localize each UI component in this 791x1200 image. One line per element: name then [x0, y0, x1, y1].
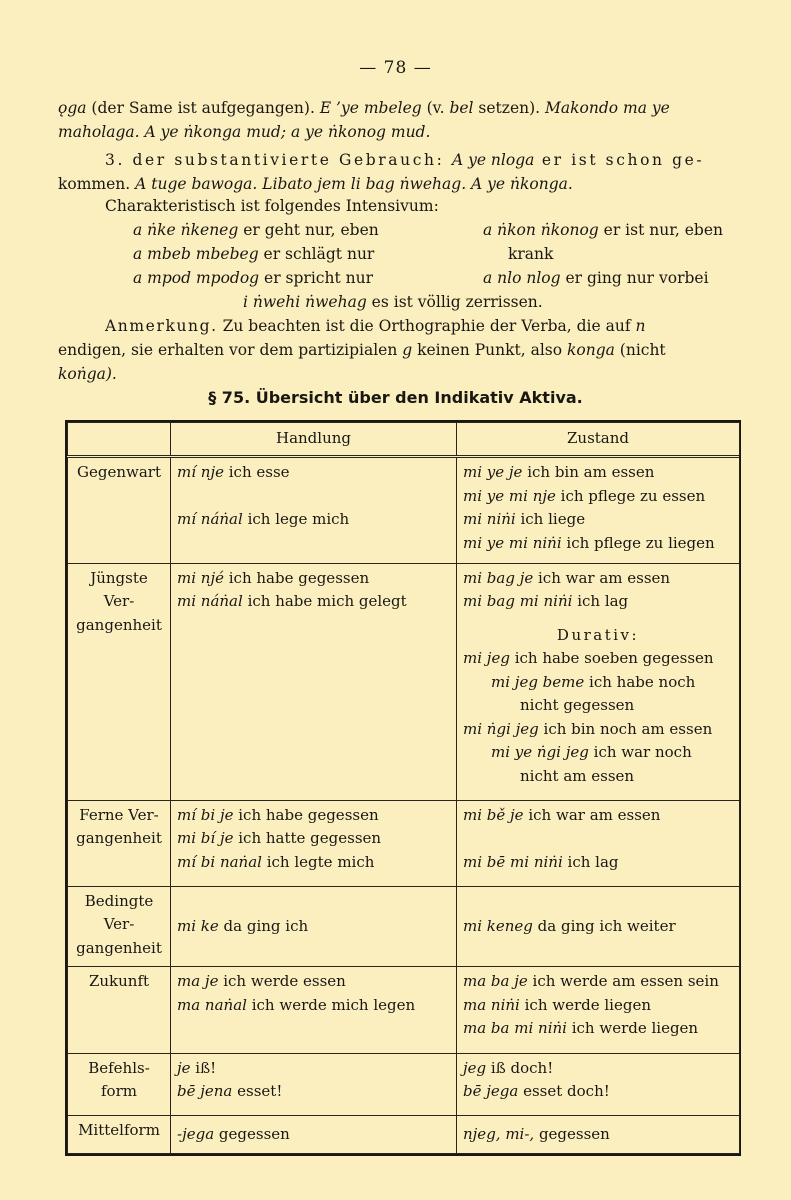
text-line: maholaga. A ye ṅkonga mud; a ye ṅkonog mud. [58, 123, 431, 141]
intensivum-row: i ṅwehi ṅwehag es ist völlig zerrissen. [243, 293, 543, 311]
intensivum-row: a mpod mpodog er spricht nur a nlo nlog er ging nur vorbei [133, 269, 709, 287]
durativ-heading: Durativ: [556, 625, 640, 644]
row-label: Befehls- form [68, 1053, 171, 1115]
row-label: Ferne Ver- gangenheit [68, 800, 171, 886]
zustand-cell: mi bě je ich war am essen mi bē mi niṅi ich lag [457, 800, 740, 886]
section-heading: § 75. Übersicht über den Indikativ Aktiva. [208, 388, 583, 407]
conjugation-table [65, 420, 741, 1156]
row-label: Jüngste Ver- gangenheit [68, 563, 171, 800]
zustand-cell: ma ba je ich werde am essen sein ma niṅi ich werde liegen ma ba mi niṅi ich werde liegen [457, 967, 740, 1053]
table-row-juengste-vergangenheit [68, 563, 740, 800]
handlung-cell: je iß! bē jena esset! [171, 1053, 457, 1115]
header-empty [68, 423, 171, 457]
page-number: — 78 — [359, 58, 432, 78]
row-label: Zukunft [68, 967, 171, 1053]
handlung-cell: mí bi je ich habe gegessen mi bí je ich hatte gegessen mí bi naṅal ich legte mich [171, 800, 457, 886]
paragraph-continuation [58, 96, 748, 144]
zustand-cell: jeg iß doch! bē jega esset doch! [457, 1053, 740, 1115]
zustand-cell: mi ye je ich bin am essen mi ye mi nje ich pflege zu essen mi niṅi ich liege mi ye mi niṅi ich pflege zu liegen [457, 457, 740, 563]
handlung-cell: ma je ich werde essen ma naṅal ich werde mich legen [171, 967, 457, 1053]
text-line: koṅga). [58, 365, 117, 383]
table-row-bedingte-vergangenheit [68, 886, 740, 966]
text-line: 3. der substantivierte Gebrauch: A ye nloga er ist schon ge- [105, 151, 705, 169]
paragraph-anmerkung [58, 314, 745, 386]
table-header-row [68, 423, 740, 457]
zustand-cell: njeg, mi-, gegessen [457, 1115, 740, 1153]
handlung-cell: mi ke da ging ich [171, 886, 457, 966]
table-row-zukunft [68, 967, 740, 1053]
text-line: Anmerkung. Zu beachten ist die Orthographie der Verba, die auf n [105, 317, 646, 335]
text-line: ǫga (der Same ist aufgegangen). E ’ye mbeleg (v. bel setzen). Makondo ma ye [58, 99, 670, 117]
paragraph-substantiviert [58, 148, 748, 196]
row-label: Gegenwart [68, 457, 171, 563]
text-line: Charakteristisch ist folgendes Intensivum: [105, 197, 439, 215]
zustand-cell: mi keneg da ging ich weiter [457, 886, 740, 966]
table-row-befehlsform [68, 1053, 740, 1115]
text-line: endigen, sie erhalten vor dem partizipialen g keinen Punkt, also konga (nicht [58, 341, 666, 359]
intensivum-row: a mbeb mbebeg er schlägt nur krank [133, 245, 554, 263]
handlung-cell: mi njé ich habe gegessen mi náṅal ich habe mich gelegt [171, 563, 457, 800]
intensivum-row: a ṅke ṅkeneg er geht nur, eben a ṅkon ṅkonog er ist nur, eben [133, 221, 724, 239]
paragraph-intensivum-intro [105, 194, 745, 218]
table-row-gegenwart [68, 457, 740, 563]
header-zustand: Zustand [457, 423, 740, 457]
header-handlung: Handlung [171, 423, 457, 457]
table-row-ferne-vergangenheit [68, 800, 740, 886]
table-row-mittelform [68, 1115, 740, 1153]
zustand-cell: mi bag je ich war am essen mi bag mi niṅi ich lag Durativ: mi jeg ich habe soeben gegessen mi jeg beme ich habe noch nicht gegessen mi ṅgi jeg ich bin noch am essen mi ye ṅgi jeg ich war noch nicht am essen [457, 563, 740, 800]
row-label: Bedingte Ver- gangenheit [68, 886, 171, 966]
intensivum-list [133, 218, 743, 314]
text-line: kommen. A tuge bawoga. Libato jem li bag ṅwehag. A ye ṅkonga. [58, 175, 573, 193]
handlung-cell: mí nje ich esse mí náṅal ich lege mich [171, 457, 457, 563]
handlung-cell: -jega gegessen [171, 1115, 457, 1153]
row-label: Mittelform [68, 1115, 171, 1153]
